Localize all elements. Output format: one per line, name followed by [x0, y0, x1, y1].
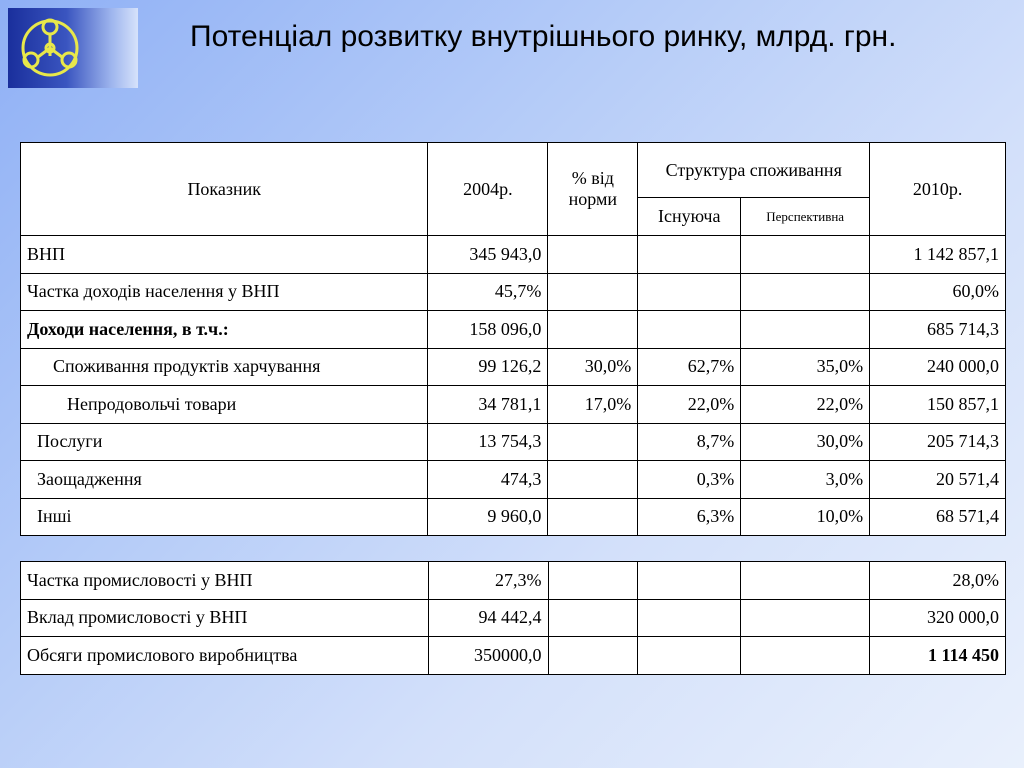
cell-v2010: 20 571,4: [870, 461, 1006, 499]
cell-v2010: 28,0%: [870, 562, 1006, 600]
logo: [8, 8, 138, 88]
cell-persp: 10,0%: [741, 498, 870, 536]
market-potential-table: [20, 142, 1006, 536]
table-row: [21, 637, 1006, 675]
table-row: [21, 273, 1006, 311]
cell-persp: [741, 236, 870, 274]
table-row: [21, 498, 1006, 536]
table-row: [21, 599, 1006, 637]
cell-v2004: 158 096,0: [428, 311, 548, 349]
header-indicator: Показник: [21, 143, 428, 236]
cell-pct: 17,0%: [548, 386, 638, 424]
industry-table-body: [21, 562, 1006, 675]
cell-exist: [638, 637, 741, 675]
row-label: Обсяги промислового виробництва: [21, 637, 429, 675]
cell-persp: 35,0%: [741, 348, 870, 386]
row-label: ВНП: [21, 236, 428, 274]
cell-exist: [638, 311, 741, 349]
cell-pct: [548, 461, 638, 499]
header-structure: Структура споживання: [638, 143, 870, 198]
cell-pct: [548, 423, 638, 461]
header-2010: 2010р.: [870, 143, 1006, 236]
cell-v2004: 45,7%: [428, 273, 548, 311]
cell-pct: [548, 562, 638, 600]
cell-v2010: 150 857,1: [870, 386, 1006, 424]
cell-v2004: 474,3: [428, 461, 548, 499]
cell-persp: [741, 562, 870, 600]
cell-pct: [548, 273, 638, 311]
page-title: Потенціал розвитку внутрішнього ринку, млрд. грн.: [190, 20, 897, 53]
main-table-body: [21, 236, 1006, 536]
cell-v2010: 1 114 450: [870, 637, 1006, 675]
cell-exist: [638, 273, 741, 311]
cell-pct: [548, 311, 638, 349]
cell-v2004: 94 442,4: [428, 599, 548, 637]
cell-v2010: 60,0%: [870, 273, 1006, 311]
row-label: Доходи населення, в т.ч.:: [21, 311, 428, 349]
cell-v2010: 1 142 857,1: [870, 236, 1006, 274]
row-label: Заощадження: [21, 461, 428, 499]
table-row: [21, 311, 1006, 349]
table-row: [21, 423, 1006, 461]
cell-exist: 62,7%: [638, 348, 741, 386]
ornament-logo-icon: [14, 12, 86, 84]
table-row: [21, 348, 1006, 386]
row-label: Послуги: [21, 423, 428, 461]
cell-persp: [741, 599, 870, 637]
cell-pct: 30,0%: [548, 348, 638, 386]
cell-v2004: 99 126,2: [428, 348, 548, 386]
cell-pct: [548, 637, 638, 675]
header-existing: Існуюча: [638, 198, 741, 236]
header-2004: 2004р.: [428, 143, 548, 236]
header-pct-norm: % від норми: [548, 143, 638, 236]
cell-v2004: 13 754,3: [428, 423, 548, 461]
cell-pct: [548, 236, 638, 274]
table-row: [21, 236, 1006, 274]
cell-exist: [638, 599, 741, 637]
cell-v2004: 9 960,0: [428, 498, 548, 536]
cell-v2010: 205 714,3: [870, 423, 1006, 461]
cell-exist: [638, 236, 741, 274]
row-label: Споживання продуктів харчування: [21, 348, 428, 386]
table-row: [21, 461, 1006, 499]
header-prospective: Перспективна: [741, 198, 870, 236]
cell-exist: 6,3%: [638, 498, 741, 536]
row-label: Інші: [21, 498, 428, 536]
cell-v2004: 27,3%: [428, 562, 548, 600]
cell-exist: 0,3%: [638, 461, 741, 499]
cell-persp: 30,0%: [741, 423, 870, 461]
row-label: Непродовольчі товари: [21, 386, 428, 424]
industry-table: [20, 561, 1006, 675]
row-label: Частка доходів населення у ВНП: [21, 273, 428, 311]
table-row: [21, 386, 1006, 424]
cell-v2010: 240 000,0: [870, 348, 1006, 386]
cell-exist: [638, 562, 741, 600]
row-label: Частка промисловості у ВНП: [21, 562, 429, 600]
row-label: Вклад промисловості у ВНП: [21, 599, 429, 637]
cell-v2010: 685 714,3: [870, 311, 1006, 349]
cell-persp: [741, 637, 870, 675]
cell-v2004: 350000,0: [428, 637, 548, 675]
cell-persp: 22,0%: [741, 386, 870, 424]
cell-v2010: 68 571,4: [870, 498, 1006, 536]
cell-v2004: 345 943,0: [428, 236, 548, 274]
cell-persp: 3,0%: [741, 461, 870, 499]
cell-persp: [741, 273, 870, 311]
cell-exist: 22,0%: [638, 386, 741, 424]
table-row: [21, 562, 1006, 600]
cell-exist: 8,7%: [638, 423, 741, 461]
cell-v2004: 34 781,1: [428, 386, 548, 424]
cell-pct: [548, 498, 638, 536]
cell-v2010: 320 000,0: [870, 599, 1006, 637]
cell-pct: [548, 599, 638, 637]
cell-persp: [741, 311, 870, 349]
